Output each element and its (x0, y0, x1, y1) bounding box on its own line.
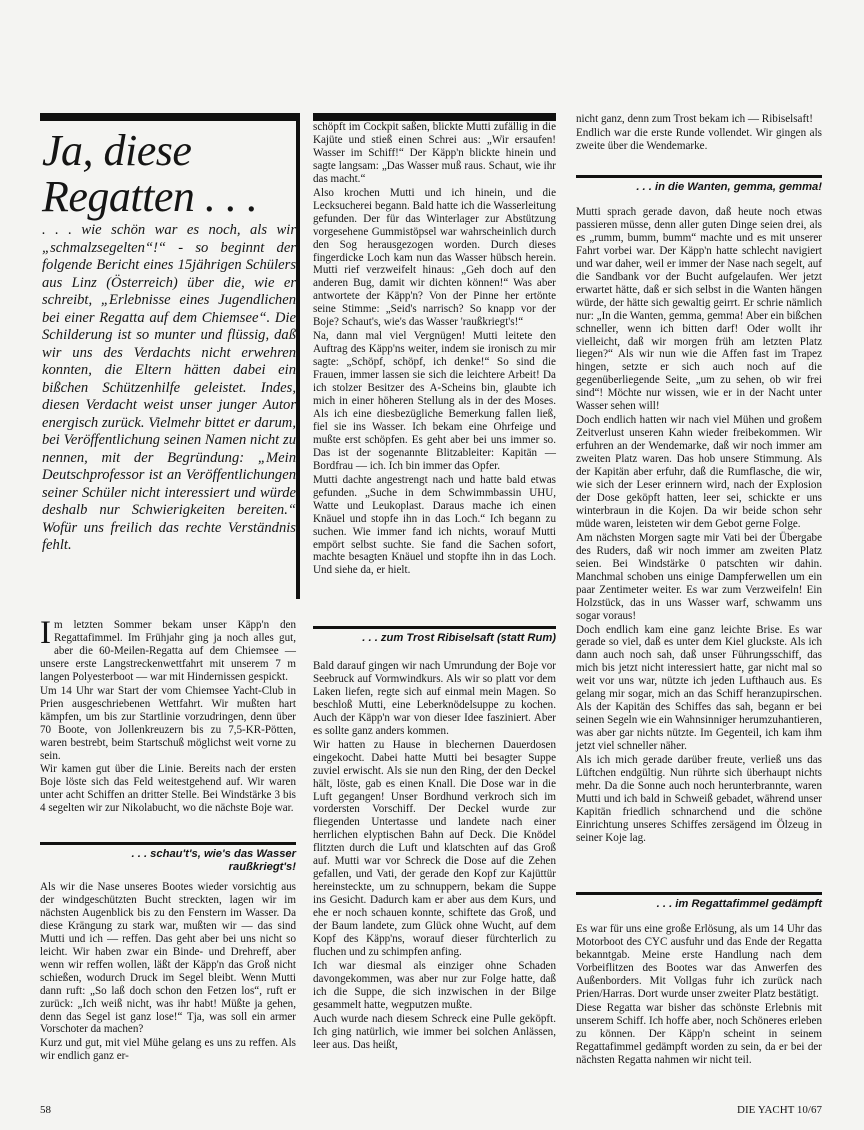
col2-top-rule (313, 113, 556, 121)
paragraph: schöpft im Cockpit saßen, blickte Mutti zufällig in die Kajüte und stieß einen Schrei aus: „Wir ersaufen! Wasser im Schiff!“ Der Käpp'n blickte hinein und sagte langsam: „Das Wasser muß raus. Schaut, wie ihr das macht.“ (313, 121, 556, 185)
paragraph: Endlich war die erste Runde vollendet. Wir gingen als zweite über die Wendemarke. (576, 126, 822, 152)
subhead: . . . zum Trost Ribiselsaft (statt Rum) (362, 632, 556, 644)
paragraph: Am nächsten Morgen sagte mir Vati bei der Übergabe des Ruders, daß wir noch immer am zweiten Platz seien. Bei Windstärke 0 patschten wir dahin. Manchmal schoben uns einige Dampferwellen um ein paar Zentimeter weiter. Es war zum Verzweifeln! Ein Holzstück, das in uns Wasser warf, schwamm uns sogar voraus! (576, 531, 822, 622)
column-1 (40, 615, 296, 816)
column-2b (313, 660, 556, 1053)
column-3 (576, 113, 822, 154)
paragraph: Mutti dachte angestrengt nach und hatte bald etwas gefunden. „Suche in dem Schwimmbassin UHU, Watte und Leukoplast. Daraus mache ich einen Knäuel und stopfe ihn in das Loch.“ Ich begann zu suchen. Wie immer fand ich nichts, worauf Mutti empört selbst suchte. Sie fand die Sachen sofort, machte besagten Knäuel und stopfte ihn in das Loch. Und siehe da, er hielt. (313, 473, 556, 577)
column-1b (40, 881, 296, 1064)
subhead: . . . in die Wanten, gemma, gemma! (636, 181, 822, 193)
paragraph: Um 14 Uhr war Start der vom Chiemsee Yacht-Club in Prien ausgeschriebenen Wettfahrt. Wir mußten hart kämpfen, um bis zur Startlinie vorzudringen, denn über 70 Boote, von Jollenkreuzern bis zu 7,5-KR-Pötten, waren bestrebt, beim Startschuß möglichst weit vorne zu sein. (40, 684, 296, 762)
intro-right-rule (296, 113, 300, 599)
paragraph: Doch endlich kam eine ganz leichte Brise. Es war gerade so viel, daß es unter dem Kiel gluckste. Als ich dann auch noch sah, daß unser Führungsschiff, das mich bis jetzt nicht interessiert hatte, gar nicht mal so weit vor uns war, nützte ich jeden Lufthauch aus. Es gelang mir sogar, mich an das Schiff heranzupirschen. Als der Kapitän des Schiffes das sah, begann er bei seinen Segeln wie ein Wahnsinniger herumzuhantieren, was aber gar nichts nützte. Im Gegenteil, ich kam ihm jetzt viel schneller näher. (576, 623, 822, 753)
subhead: . . . schau't's, wie's das Wasser raußkriegt's! (131, 848, 296, 873)
intro-top-rule (40, 113, 296, 121)
page-number: 58 (40, 1104, 51, 1116)
paragraph: Es war für uns eine große Erlösung, als um 14 Uhr das Motorboot des CYC ausfuhr und das Ende der Regatta bekanntgab. Meine erste Handlung nach dem Vorbeiflitzen des Bootes war das Anwerfen des Außenborders. Mit Vollgas fuhr ich zurück nach Prien/Harras. Dort wurde unser zweiter Platz bestätigt. (576, 923, 822, 1000)
subhead: . . . im Regattafimmel gedämpft (656, 898, 822, 910)
article-title (42, 128, 292, 220)
subhead-rule (576, 175, 822, 178)
magazine-footer: DIE YACHT 10/67 (737, 1104, 822, 1116)
paragraph: Kurz und gut, mit viel Mühe gelang es uns zu reffen. Als wir endlich ganz er- (40, 1037, 296, 1063)
subhead-rule (576, 892, 822, 895)
paragraph: m letzten Sommer bekam unser Käpp'n den Regattafimmel. Im Frühjahr ging ja noch alles gut, aber die 60-Meilen-Regatta auf dem Chiemsee — unsere erste Langstreckenwettfahrt mit unserem 7 m langen Polyesterboot — war mit Hindernissen gespickt. (40, 619, 296, 683)
paragraph: Wir hatten zu Hause in blechernen Dauerdosen eingekocht. Dabei hatte Mutti bei besagter Suppe zuviel erwischt. Als sie nun den Ring, der den Deckel hält, löste, gab es einen Knall. Die Dose war in die Luft gegangen! Unser Bordhund verkroch sich im vordersten Vorschiff. Der Deckel wurde zur fliegenden Untertasse und landete nach einer herrlichen elyptischen Bahn auf Deck. Die Knödel flitzten durch die Luft und klatschten auf das Groß auf. Mutti war vor Schreck die Dose auf die Zehen gefallen, und Vati, der gerade den Kopf zur Kajüttür hereinsteckte, um zu schnuppern, bekam die Suppe ins Gesicht. Dadurch kam er aber aus dem Kurs, und ehe er noch schauen konnte, schiftete das Groß, und der Baum landete, zum Glück ohne Wucht, auf dem Kopf des Käpp'ns, worauf dieser fürchterlich zu fluchen und zu schimpfen anfing. (313, 738, 556, 958)
paragraph: Bald darauf gingen wir nach Umrundung der Boje vor Seebruck auf Vormwindkurs. Als wir so platt vor dem Laken liefen, regte sich auf einmal mein Magen. So beschloß Mutti, eine Leberknödelsuppe zu kochen. Auch der Käpp'n war von dieser Idee fasziniert. Aber es sollte ganz anders kommen. (313, 660, 556, 737)
paragraph: Also krochen Mutti und ich hinein, und die Lecksucherei begann. Bald hatte ich die Wasserleitung gefunden. Der für das Winterlager zur Abstützung vorgesehene Gummistöpsel war wahrscheinlich durch den Sog herausgezogen worden. Durch dieses fingerdicke Loch kam nun das Wasser hübsch herein. Mutti rief verzweifelt hinaus: „Geh doch auf den anderen Bug, damit wir dichten können!“ Was aber antwortete der Käpp'n? Von der Pinne her ertönte seine Stimme: „Seid's narrisch? So knapp vor der Boje? Schaut's, wie's das Wasser 'raußkriegt's!“ (313, 186, 556, 329)
column-3c (576, 923, 822, 1067)
drop-cap: I (40, 615, 51, 651)
paragraph: nicht ganz, denn zum Trost bekam ich — Ribiselsaft! (576, 113, 813, 125)
subhead-rule (40, 842, 296, 845)
paragraph: Als ich mich gerade darüber freute, verließ uns das Lüftchen endgültig. Nun rührte sich überhaupt nichts mehr. Da die Sonne auch noch herunterbrannte, waren Mutti und ich bald in Schweiß gebadet, während unser Kapitän friedlich schnarchend und die schöne Einrichtung unseres Schiffes zersägend im Ölzeug in seiner Koje lag. (576, 754, 822, 844)
column-3b (576, 206, 822, 846)
paragraph: Ich war diesmal als einziger ohne Schaden davongekommen, was aber nur zur Folge hatte, daß ich die Suppe, die sich inzwischen in der Bilge gesammelt hatte, wegputzen mußte. (313, 959, 556, 1011)
paragraph: Doch endlich hatten wir nach viel Mühen und großem Zeitverlust unseren Kahn wieder freibekommen. Wir erfuhren an der Wendemarke, daß wir noch immer am zweiten Platz waren. Das hob unsere Stimmung. Als der Kapitän aber erfuhr, daß die Rumflasche, die wir, wie sich der Leser erinnern wird, nach der Explosion der Dose geköpft hatten, leer sei, schickte er uns winterbraun in die Kojen. Da wir beide schon sehr müde waren, leisteten wir dem Gebot gerne Folge. (576, 414, 822, 530)
paragraph: Als wir die Nase unseres Bootes wieder vorsichtig aus der windgeschützten Bucht streckten, lagen wir im nächsten Augenblick bis zu den Fenstern im Wasser. Da diese Krängung zu stark war, mußten wir — das sind Mutti und ich — reffen. Das geht aber bei uns nicht so leicht. Wir haben zwar ein Binde- und Drehreff, aber wenn wir reffen wollen, läßt der Käpp'n das Groß nicht schießen, wodurch Druck im Segel bleibt. Wenn Mutti dann ruft: „So laß doch schon den Fetzen los“, ruft er zurück: „Ich weiß nicht, was ihr habt! Müßte ja gehen, denn das Segel ist ganz lose!“ Tja, was soll ein armer Vorschoter da machen? (40, 881, 296, 1036)
paragraph: Diese Regatta war bisher das schönste Erlebnis mit unserem Schiff. Ich hoffe aber, noch Schöneres erleben zu können. Der Käpp'n scheint in seinem Regattafimmel gedämpft worden zu sein, da er bei der nächsten Regatta nahmen wir nicht teil. (576, 1001, 822, 1066)
paragraph: Wir kamen gut über die Linie. Bereits nach der ersten Boje löste sich das Feld weitestgehend auf. Wir waren unter acht Schiffen an dritter Stelle. Bei Windstärke 3 bis 4 segelten wir zur Nikolabucht, wo die nächste Boje war. (40, 763, 296, 815)
paragraph: Na, dann mal viel Vergnügen! Mutti leitete den Auftrag des Käpp'ns weiter, indem sie ironisch zu mir sagte: „Schöpf, schöpf, ich denke!“ So sind die Frauen, immer lassen sie sich die leichtere Arbeit! Da ich stolzer Besitzer des A-Scheins bin, glaubte ich mich in einer höheren Stellung als in der des Moses. Als ich eine diesbezügliche Bemerkung fallen ließ, fiel sie ins Wasser. Ich bekam eine Ohrfeige und mußte erst schöpfen. Es geht aber bei uns immer so. Das ist der sogenannte Blitzableiter: Kapitän — Bordfrau — ich. Ich bin immer das Opfer. (313, 330, 556, 472)
paragraph: Auch wurde nach diesem Schreck eine Pulle geköpft. Ich ging natürlich, wie immer bei solchen Anlässen, leer aus. Das heißt, (313, 1012, 556, 1051)
intro-text: . . . wie schön war es noch, als wir „schmalzsegelten“!“ - so beginnt der folgende Bericht eines 15jährigen Schülers aus Linz (Österreich) über die, wie er schreibt, „Erlebnisse eines Jugendlichen bei einer Regatta auf dem Chiemsee“. Die Schilderung ist so munter und flüssig, daß wir uns des Verdachts nicht erwehren konnten, die Eltern hätten dabei ein bißchen Schützenhilfe geleistet. Indes, diesen Verdacht weist unser junger Autor energisch zurück. Vielmehr bittet er darum, bei Veröffentlichung seinen Namen nicht zu nennen, mit der Begründung: „Mein Deutschprofessor ist an Veröffentlichungen seiner Schüler nicht interessiert und würde deshalb nur Schwierigkeiten bereiten.“ Wofür uns freilich das rechte Verständnis fehlt. (42, 222, 296, 553)
paragraph: Mutti sprach gerade davon, daß heute noch etwas passieren müsse, denn aller guten Dinge seien drei, als es „rumm, bumm, bumm“ machte und es mit unserer Fahrt vorbei war. Der Käpp'n hatte schlecht navigiert und war daher, weil er immer der Nase nach segelt, auf die Sandbank vor der Bucht aufgelaufen. Wer jetzt erwartet hätte, daß er sich selbst in die Wanten hängen würde, der hätte sich gewaltig geirrt. Er schrie nämlich nur: „In die Wanten, gemma, gemma! Aber ein bißchen schneller, wenn ich bitten darf! Oder wollt ihr vielleicht, daß wir morgen früh am letzten Platz liegen?“ Als wir nun wie die Affen fast im Trapez hingen, setzte er sich auch noch auf die gegenüberliegende Seite, „um zu sehen, ob wir frei sind“! Möchte nur wissen, wie er in der Nacht unter Wasser sehen will! (576, 206, 822, 413)
title-text: Ja, diese Regatten . . . (42, 126, 258, 221)
column-2 (313, 121, 556, 578)
subhead-rule (313, 626, 556, 629)
